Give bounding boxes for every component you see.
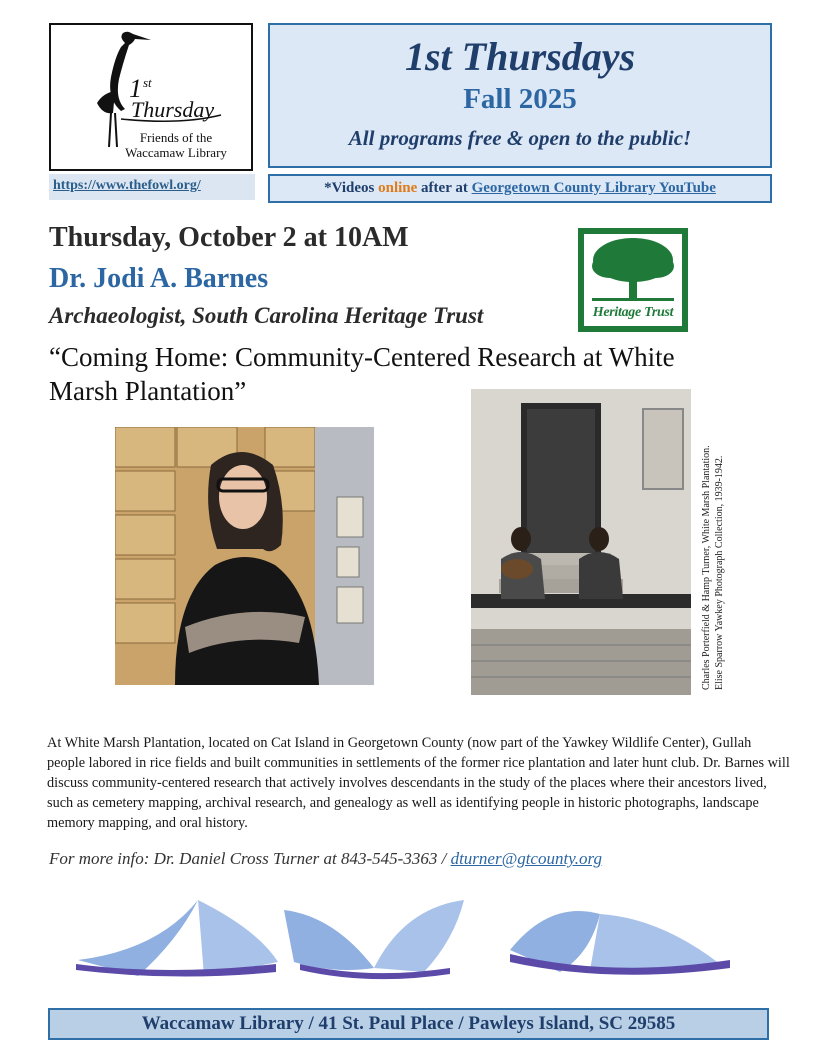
photo-caption-line1: Charles Porterfield & Hamp Turner, White Marsh Plantation. [701,445,712,690]
speaker-title: Archaeologist, South Carolina Heritage Trust [49,303,484,328]
open-book-icon [284,900,464,979]
videos-prefix: *Videos [324,180,375,196]
speaker-name: Dr. Jodi A. Barnes [49,263,269,294]
speaker-photo [115,427,374,685]
more-info [49,849,602,869]
logo-caption-line1: Friends of the [139,130,213,145]
more-info-text: For more info: Dr. Daniel Cross Turner at 843-545-3363 / [49,849,447,868]
event-description: At White Marsh Plantation, located on Cat Island in Georgetown County (now part of the Yawkey Wildlife Center), Gullah people labored in rice fields and built communities in settlements of the former rice plantation and later hunt club. Dr. Barnes will discuss community-centered research that actively involves descendants in the study of the places where their ancestors lived, such as cemetery mapping, archival research, and genealogy as well as identifying people in historic photographs, landscape memory mapping, and oral history. [47,735,790,831]
heritage-trust-label: Heritage Trust [592,305,674,320]
historic-photo [471,389,691,695]
event-date: Thursday, October 2 at 10AM [49,222,409,253]
youtube-link[interactable]: Georgetown County Library YouTube [471,180,716,196]
svg-text:1: 1 [129,74,142,103]
svg-text:st: st [143,75,152,90]
videos-online: online [378,180,418,196]
svg-text:Thursday: Thursday [131,97,215,122]
videos-bar [268,174,772,203]
footer-address: Waccamaw Library / 41 St. Paul Place / Pawleys Island, SC 29585 [48,1008,769,1040]
books-illustration [70,880,750,980]
website-bar [49,174,255,200]
open-book-icon [510,911,730,975]
fowl-logo [49,23,253,171]
header-box [268,23,772,168]
videos-middle: after at [421,180,468,196]
photo-caption-line2: Elise Sparrow Yawkey Photograph Collection, 1939-1942. [714,455,725,690]
tree-icon [584,234,682,304]
page-title: 1st Thursdays [404,34,636,79]
open-book-icon [76,900,278,977]
logo-caption-line2: Waccamaw Library [125,145,227,160]
website-link[interactable]: https://www.thefowl.org/ [53,178,201,193]
talk-title: “Coming Home: Community-Centered Research at White Marsh Plantation” [49,342,675,406]
contact-email-link[interactable]: dturner@gtcounty.org [450,849,603,868]
photo-caption [700,400,732,690]
season-label: Fall 2025 [463,83,577,115]
heritage-trust-logo [578,228,688,332]
tagline: All programs free & open to the public! [348,126,692,150]
